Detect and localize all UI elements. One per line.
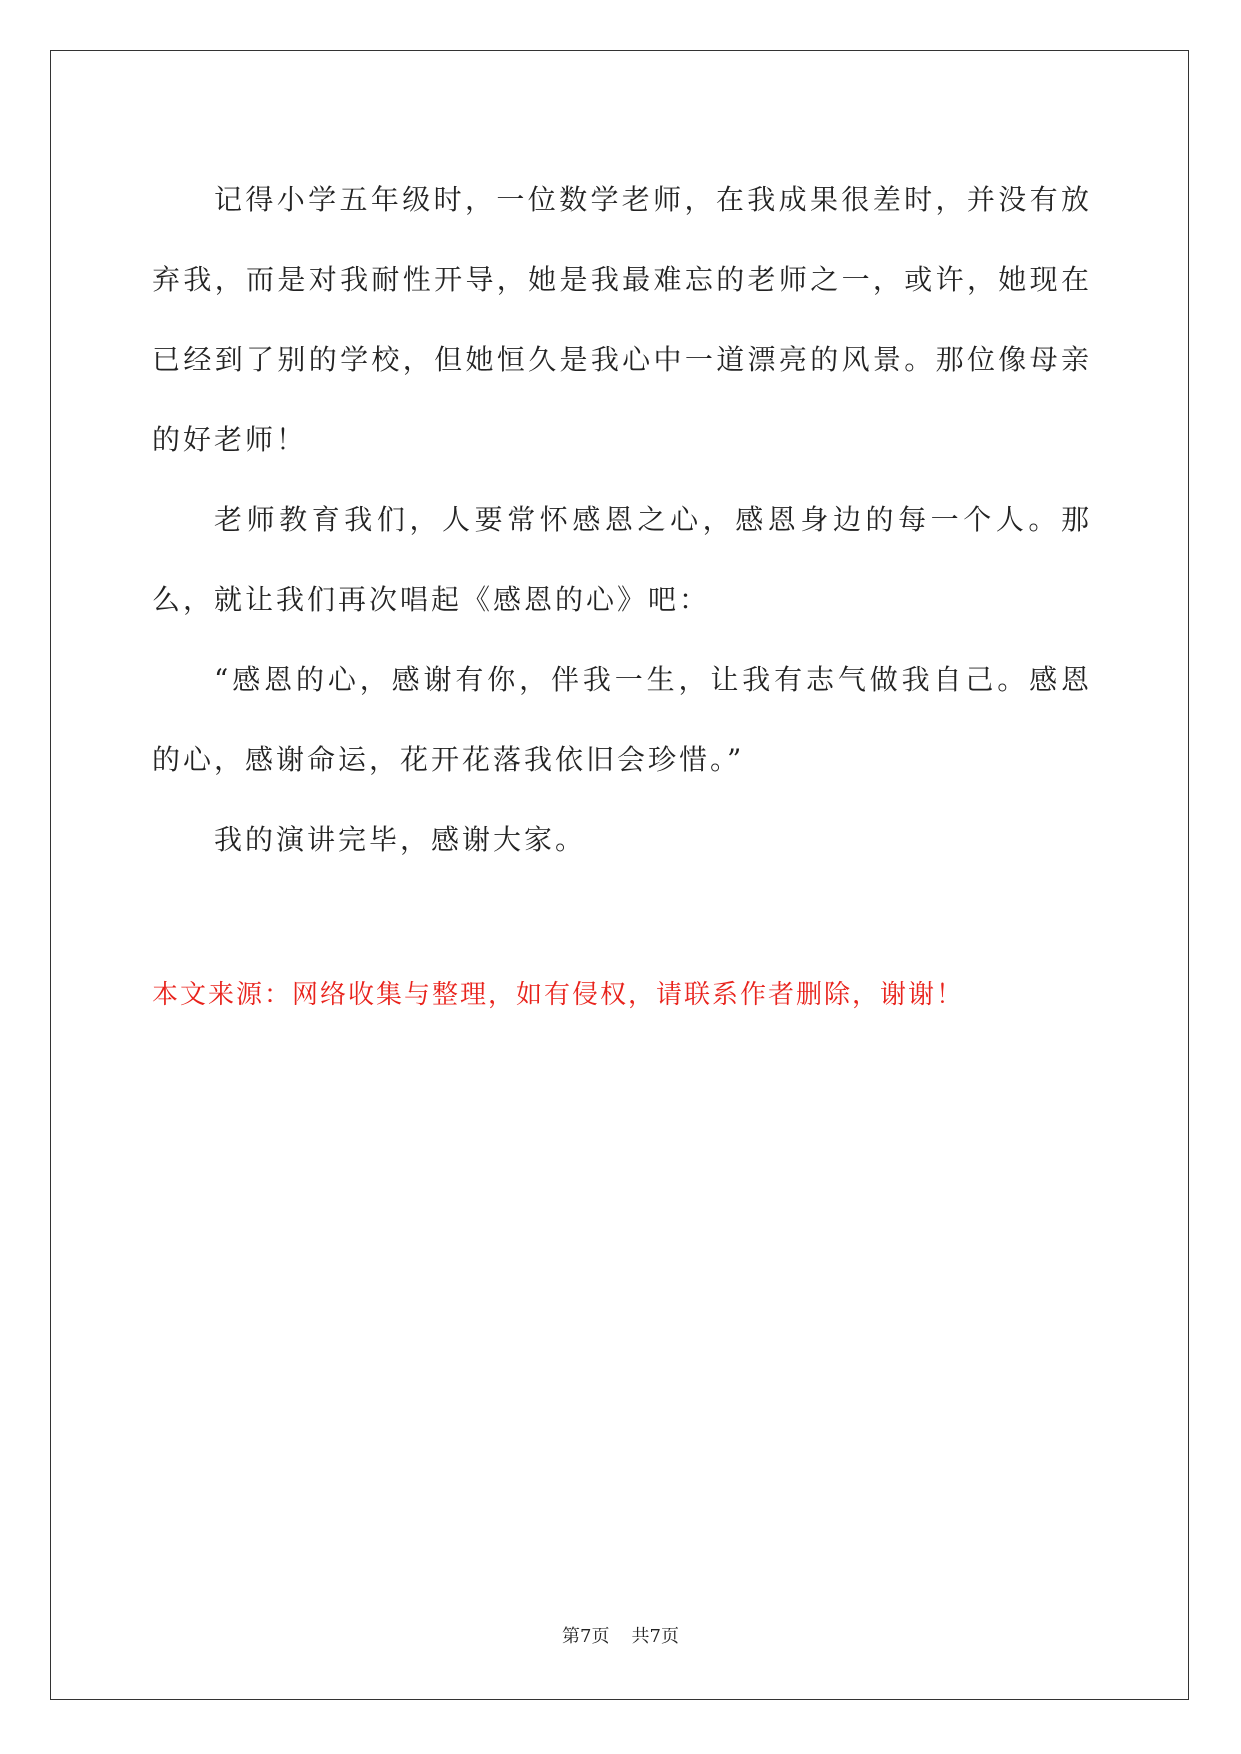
paragraph-teacher-memory: 记得小学五年级时，一位数学老师，在我成果很差时，并没有放弃我，而是对我耐性开导，她是我最难忘的老师之一，或许，她现在已经到了别的学校，但她恒久是我心中一道漂亮的风景。那位像母亲的好老师！ <box>152 183 1092 456</box>
page-footer <box>0 1622 1241 1648</box>
paragraph-closing: 我的演讲完毕，感谢大家。 <box>214 823 587 856</box>
source-disclaimer: 本文来源：网络收集与整理，如有侵权，请联系作者删除，谢谢！ <box>152 980 965 1010</box>
document-body <box>152 160 1092 880</box>
page-number: 第7页 <box>562 1626 610 1647</box>
paragraph-song-lyrics: “感恩的心，感谢有你，伴我一生，让我有志气做我自己。感恩的心，感谢命运，花开花落我依旧会珍惜。” <box>152 663 1092 776</box>
page-total: 共7页 <box>631 1626 679 1647</box>
paragraph-gratitude: 老师教育我们，人要常怀感恩之心，感恩身边的每一个人。那么，就让我们再次唱起《感恩的心》吧： <box>152 503 1092 616</box>
